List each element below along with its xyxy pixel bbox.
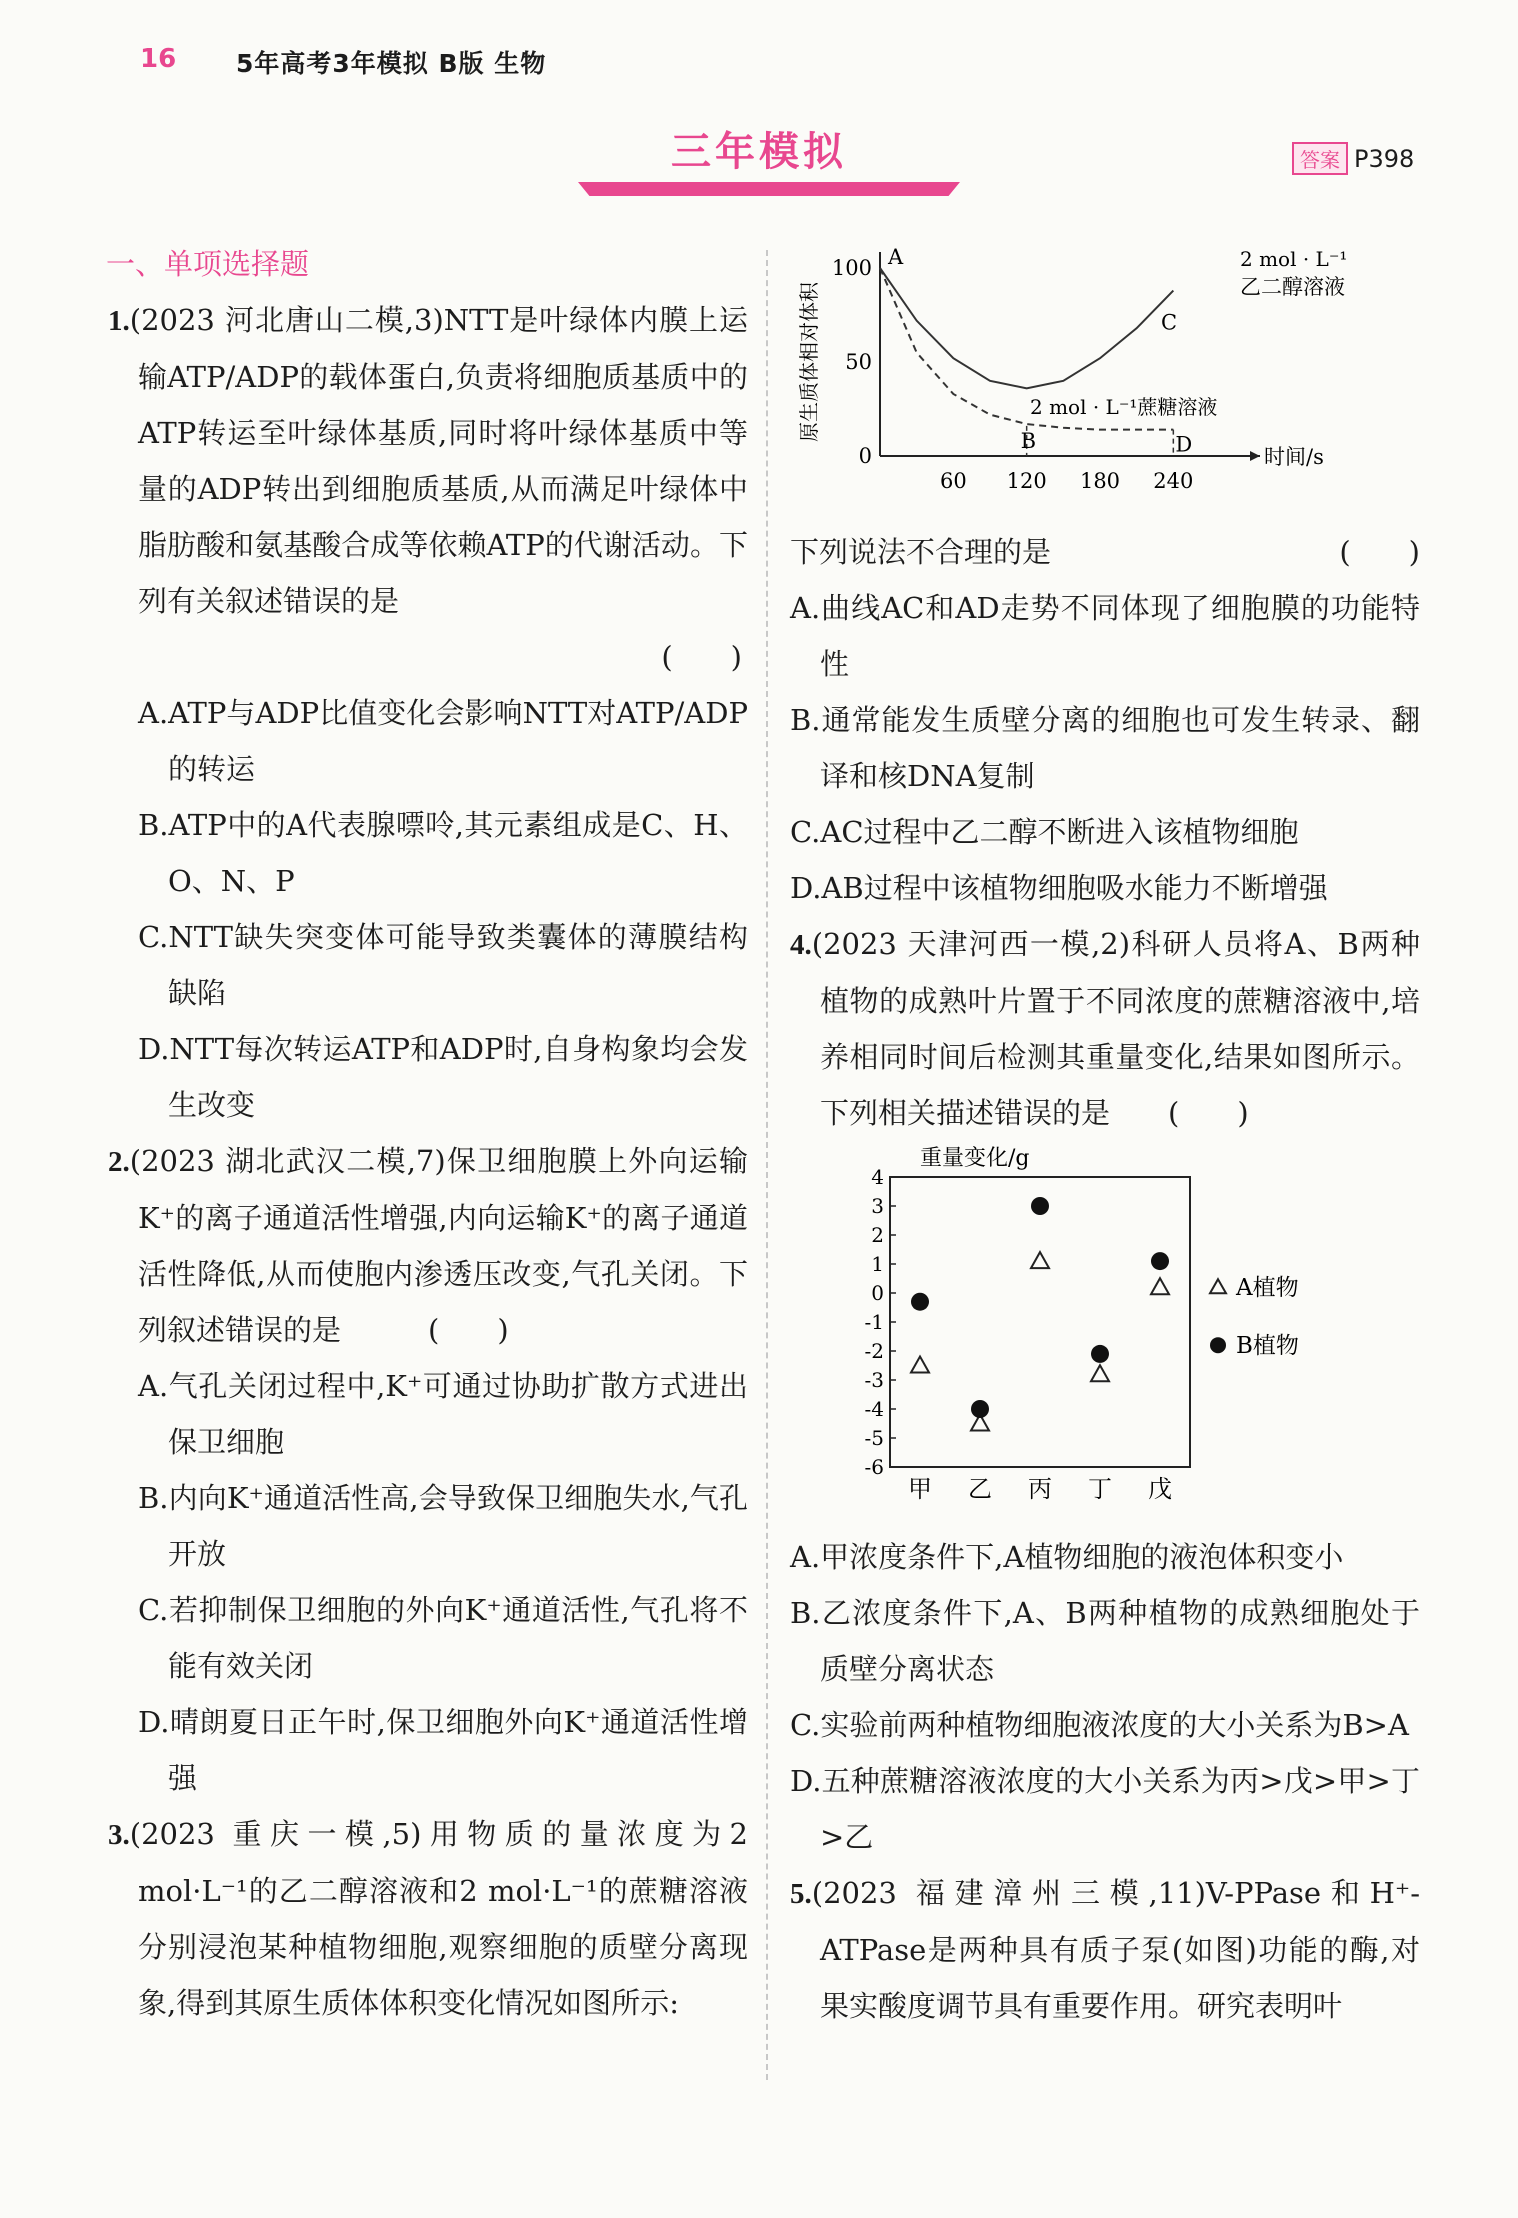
option-d: D.晴朗夏日正午时,保卫细胞外向K⁺通道活性增强 (138, 1705, 748, 1795)
option-b: B.内向K⁺通道活性高,会导致保卫细胞失水,气孔开放 (138, 1481, 748, 1571)
point-label-d: D (1175, 432, 1193, 457)
series-label-ethylene-line2: 乙二醇溶液 (1240, 275, 1345, 299)
answer-page: P398 (1354, 145, 1415, 173)
option-c: C.AC过程中乙二醇不断进入该植物细胞 (790, 815, 1299, 849)
y-tick-label: 4 (871, 1165, 884, 1189)
data-point-b-plant (971, 1400, 989, 1418)
data-point-b-plant (1091, 1345, 1109, 1363)
x-axis-arrow (1250, 451, 1260, 461)
question-stem: (2023 天津河西一模,2)科研人员将A、B两种植物的成熟叶片置于不同浓度的蔗糖溶液中,培养相同时间后检测其重量变化,结果如图所示。下列相关描述错误的是 ( ) (811, 927, 1420, 1130)
legend-label-a: A植物 (1236, 1275, 1299, 1302)
x-axis-label: 时间/s (1264, 445, 1324, 469)
question-3 (108, 1806, 748, 2031)
answer-paren: ( ) (661, 640, 742, 674)
data-point-b-plant (1031, 1197, 1049, 1215)
plot-frame (890, 1177, 1190, 1467)
answer-paren: ( ) (1339, 535, 1420, 569)
x-tick-label: 120 (1006, 469, 1047, 493)
option-b: B.ATP中的A代表腺嘌呤,其元素组成是C、H、O、N、P (138, 808, 748, 898)
question-prompt: 下列说法不合理的是 (790, 535, 1052, 569)
x-tick-label: 180 (1079, 469, 1121, 493)
y-axis-label: 原生质体相对体积 (797, 282, 821, 442)
y-tick-label: 100 (831, 256, 872, 280)
option-b: B.乙浓度条件下,A、B两种植物的成熟细胞处于质壁分离状态 (790, 1596, 1420, 1686)
y-tick-label: 0 (858, 444, 872, 468)
legend-label-b: B植物 (1236, 1333, 1299, 1360)
title-underline-bar (578, 182, 960, 196)
data-point-b-plant (1151, 1252, 1169, 1270)
figure-weight-change (790, 1141, 1420, 1529)
page-number: 16 (140, 44, 177, 74)
data-point-a-plant (911, 1357, 929, 1373)
x-tick-label: 240 (1153, 469, 1194, 493)
question-stem: (2023 重庆一模,5)用物质的量浓度为2 mol·L⁻¹的乙二醇溶液和2 mol·L⁻¹的蔗糖溶液分别浸泡某种植物细胞,观察细胞的质壁分离现象,得到其原生质体体积变化情况如图所示: (129, 1817, 748, 2020)
question-stem: (2023 湖北武汉二模,7)保卫细胞膜上外向运输K⁺的离子通道活性增强,内向运输K⁺的离子通道活性降低,从而使胞内渗透压改变,气孔关闭。下列叙述错误的是 ( ) (129, 1144, 748, 1347)
option-a: A.ATP与ADP比值变化会影响NTT对ATP/ADP的转运 (138, 696, 748, 786)
option-c: C.若抑制保卫细胞的外向K⁺通道活性,气孔将不能有效关闭 (138, 1593, 748, 1683)
x-tick-label: 乙 (968, 1475, 992, 1503)
y-tick-label: -5 (864, 1426, 884, 1450)
question-number: 5. (790, 1878, 812, 1910)
legend-marker-b (1210, 1337, 1226, 1353)
y-tick-label: 3 (871, 1194, 884, 1218)
point-label-b: B (1020, 428, 1037, 453)
y-axis-label: 重量变化/g (920, 1146, 1030, 1171)
option-a: A.气孔关闭过程中,K⁺可通过协助扩散方式进出保卫细胞 (138, 1369, 748, 1459)
left-column (108, 236, 748, 2031)
x-tick-label: 丙 (1028, 1475, 1052, 1503)
book-title: 5年高考3年模拟 B版 生物 (236, 49, 547, 78)
y-tick-label: -2 (864, 1339, 884, 1363)
data-point-a-plant (1031, 1252, 1049, 1268)
question-3-prompt (790, 524, 1420, 580)
x-tick-label: 戊 (1148, 1475, 1172, 1503)
option-d: D.AB过程中该植物细胞吸水能力不断增强 (790, 871, 1328, 905)
option-a: A.曲线AC和AD走势不同体现了细胞膜的功能特性 (790, 591, 1420, 681)
question-stem: (2023 福建漳州三模,11)V-PPase和H⁺-ATPase是两种具有质子泵(如图)功能的酶,对果实酸度调节具有重要作用。研究表明叶 (811, 1876, 1420, 2023)
question-number: 4. (790, 929, 812, 961)
series-line-ethylene-glycol (880, 268, 1173, 388)
y-tick-label: -1 (864, 1310, 884, 1334)
figure-protoplast-volume (790, 236, 1420, 524)
section-title: 三年模拟 (671, 129, 847, 175)
y-tick-label: 50 (845, 350, 872, 374)
question-5 (790, 1865, 1420, 2034)
question-1 (108, 292, 748, 629)
option-a: A.甲浓度条件下,A植物细胞的液泡体积变小 (790, 1540, 1344, 1574)
y-tick-label: 0 (871, 1281, 884, 1305)
question-4 (790, 916, 1420, 1141)
right-column (790, 236, 1420, 2034)
weight-change-chart (790, 1141, 1410, 1511)
y-tick-label: -6 (864, 1455, 884, 1479)
legend-marker-a (1210, 1279, 1226, 1293)
y-tick-label: -3 (864, 1368, 884, 1392)
answer-label: 答案 (1292, 142, 1348, 175)
data-point-a-plant (1091, 1365, 1109, 1381)
option-d: D.NTT每次转运ATP和ADP时,自身构象均会发生改变 (138, 1032, 748, 1122)
option-c: C.实验前两种植物细胞液浓度的大小关系为B>A (790, 1708, 1409, 1742)
question-stem: (2023 河北唐山二模,3)NTT是叶绿体内膜上运输ATP/ADP的载体蛋白,负责将细胞质基质中的ATP转运至叶绿体基质,同时将叶绿体基质中等量的ADP转出到细胞质基质,从而满足叶绿体中脂肪酸和氨基酸合成等依赖ATP的代谢活动。下列有关叙述错误的是 (129, 303, 748, 618)
option-c: C.NTT缺失突变体可能导致类囊体的薄膜结构缺陷 (138, 920, 748, 1010)
y-tick-label: 1 (871, 1252, 884, 1276)
data-point-b-plant (911, 1293, 929, 1311)
question-2 (108, 1133, 748, 1358)
x-tick-label: 60 (939, 469, 967, 493)
series-label-ethylene-line1: 2 mol · L⁻¹ (1240, 247, 1348, 271)
question-number: 3. (108, 1819, 130, 1851)
protoplast-volume-chart (790, 236, 1410, 506)
data-point-a-plant (1151, 1278, 1169, 1294)
column-divider (766, 250, 768, 2080)
point-label-a: A (888, 245, 904, 269)
option-d: D.五种蔗糖溶液浓度的大小关系为丙>戊>甲>丁>乙 (790, 1764, 1420, 1854)
point-label-c: C (1161, 310, 1178, 335)
y-tick-label: -4 (864, 1397, 884, 1421)
section-heading: 一、单项选择题 (106, 247, 310, 281)
question-number: 1. (108, 305, 130, 337)
x-tick-label: 甲 (908, 1475, 932, 1503)
y-tick-label: 2 (871, 1223, 884, 1247)
series-label-sucrose: 2 mol · L⁻¹蔗糖溶液 (1030, 395, 1218, 419)
option-b: B.通常能发生质壁分离的细胞也可发生转录、翻译和核DNA复制 (790, 703, 1420, 793)
answer-reference[interactable] (1292, 142, 1414, 175)
question-number: 2. (108, 1146, 130, 1178)
x-tick-label: 丁 (1088, 1475, 1112, 1503)
